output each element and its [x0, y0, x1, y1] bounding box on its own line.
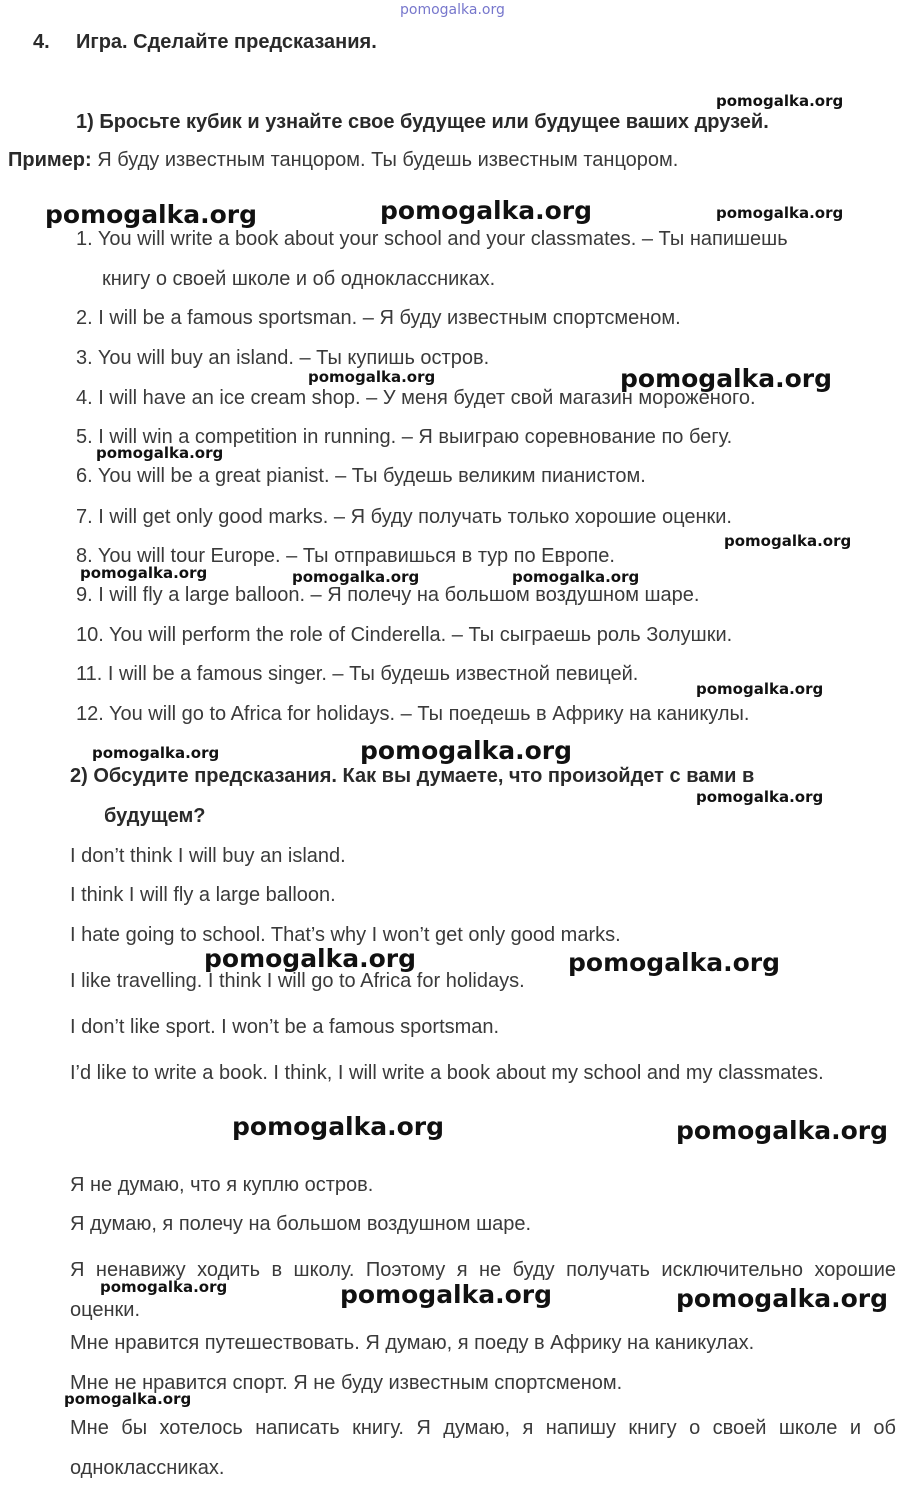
list-item: 10. You will perform the role of Cinderella. – Ты сыграешь роль Золушки. [76, 624, 733, 646]
watermark: pomogalka.org [100, 1278, 228, 1296]
watermark: pomogalka.org [308, 368, 436, 386]
answer-line-ru: Я не думаю, что я куплю остров. [70, 1174, 374, 1196]
watermark: pomogalka.org [92, 744, 220, 762]
list-item: 3. You will buy an island. – Ты купишь остров. [76, 347, 490, 369]
part2-heading: 2) Обсудите предсказания. Как вы думаете, что произойдет с вами в [70, 765, 755, 787]
list-item: книгу о своей школе и об одноклассниках. [102, 268, 496, 290]
answer-line: I like travelling. I think I will go to Africa for holidays. [70, 970, 525, 992]
part1-heading: 1) Бросьте кубик и узнайте свое будущее или будущее ваших друзей. [76, 111, 769, 133]
list-item: 8. You will tour Europe. – Ты отправишься в тур по Европе. [76, 545, 615, 567]
watermark: pomogalka.org [568, 948, 781, 977]
example-label: Пример: [8, 149, 92, 171]
watermark: pomogalka.org [64, 1390, 192, 1408]
watermark: pomogalka.org [676, 1116, 889, 1145]
answer-line-ru: Мне не нравится спорт. Я не буду известным спортсменом. [70, 1372, 623, 1394]
answer-paragraph: I’d like to write a book. I think, I will write a book about my school and my classmates. [70, 1062, 824, 1084]
answer-paragraph-ru: Мне бы хотелось написать книгу. Я думаю, я напишу книгу о своей школе и об одноклассниках. [70, 1417, 896, 1479]
watermark: pomogalka.org [716, 92, 844, 110]
part2-heading-cont: будущем? [104, 805, 206, 827]
answer-line-ru: Мне нравится путешествовать. Я думаю, я поеду в Африку на каникулах. [70, 1332, 755, 1354]
watermark: pomogalka.org [292, 568, 420, 586]
list-item: 4. I will have an ice cream shop. – У меня будет свой магазин мороженого. [76, 387, 756, 409]
watermark: pomogalka.org [232, 1112, 445, 1141]
answer-line: I don’t think I will buy an island. [70, 845, 346, 867]
watermark: pomogalka.org [380, 196, 593, 225]
watermark: pomogalka.org [716, 204, 844, 222]
answer-line-ru: Я думаю, я полечу на большом воздушном шаре. [70, 1213, 532, 1235]
watermark: pomogalka.org [696, 680, 824, 698]
list-item: 11. I will be a famous singer. – Ты будешь известной певицей. [76, 663, 639, 685]
watermark: pomogalka.org [45, 200, 258, 229]
watermark: pomogalka.org [80, 564, 208, 582]
watermark: pomogalka.org [204, 944, 417, 973]
list-item: 2. I will be a famous sportsman. – Я буду известным спортсменом. [76, 307, 681, 329]
example-line [8, 148, 678, 172]
example-text: Я буду известным танцором. Ты будешь известным танцором. [97, 149, 679, 171]
watermark: pomogalka.org [696, 788, 824, 806]
watermark: pomogalka.org [512, 568, 640, 586]
list-item: 7. I will get only good marks. – Я буду получать только хорошие оценки. [76, 506, 732, 528]
watermark-top: pomogalka.org [400, 2, 505, 18]
list-item: 12. You will go to Africa for holidays. – Ты поедешь в Африку на каникулы. [76, 703, 750, 725]
watermark: pomogalka.org [340, 1280, 553, 1309]
list-item: 1. You will write a book about your school and your classmates. – Ты напишешь [76, 228, 788, 250]
list-item: 5. I will win a competition in running. – Я выиграю соревнование по бегу. [76, 426, 733, 448]
list-item: 6. You will be a great pianist. – Ты будешь великим пианистом. [76, 465, 646, 487]
answer-paragraph-ru: Я ненавижу ходить в школу. Поэтому я не буду получать исключительно хорошие оценки. [70, 1259, 896, 1321]
watermark: pomogalka.org [724, 532, 852, 550]
answer-line: I think I will fly a large balloon. [70, 884, 336, 906]
watermark: pomogalka.org [360, 736, 573, 765]
answer-line: I hate going to school. That’s why I won’t get only good marks. [70, 924, 621, 946]
list-item: 9. I will fly a large balloon. – Я полечу на большом воздушном шаре. [76, 584, 700, 606]
watermark: pomogalka.org [676, 1284, 889, 1313]
watermark: pomogalka.org [96, 444, 224, 462]
watermark: pomogalka.org [620, 364, 833, 393]
task-title: Игра. Сделайте предсказания. [76, 31, 377, 53]
task-number: 4. [33, 31, 50, 53]
answer-line: I don’t like sport. I won’t be a famous sportsman. [70, 1016, 500, 1038]
